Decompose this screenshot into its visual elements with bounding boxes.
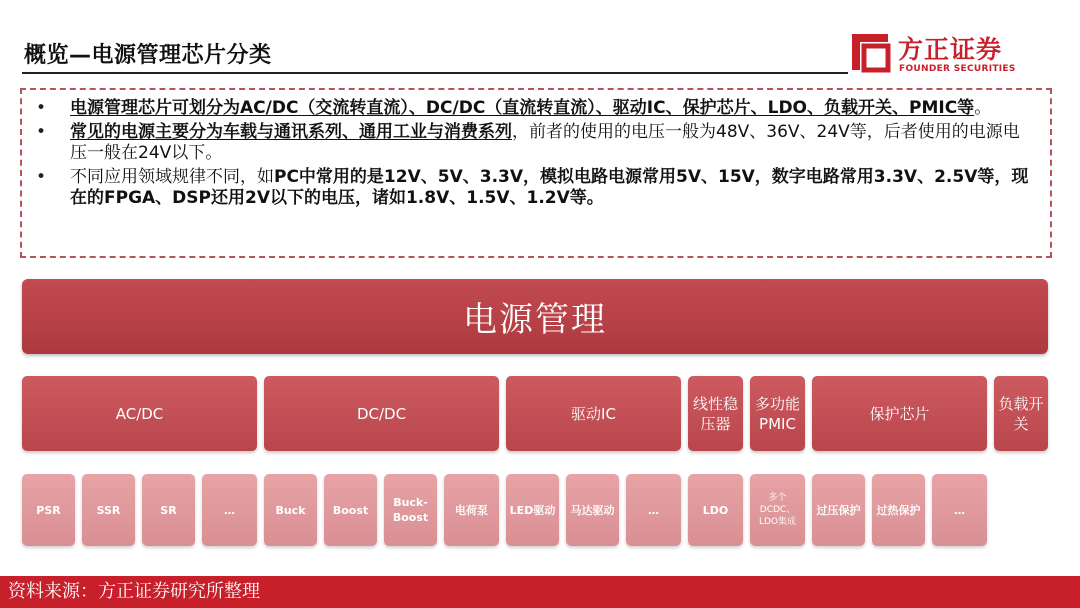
category-linear-regulator: 线性稳压器 bbox=[688, 376, 743, 451]
bullet-emphasis: 常见的电源主要分为车载与通讯系列、通用工业与消费系列 bbox=[70, 122, 512, 142]
leaf-buck-boost: Buck-Boost bbox=[384, 474, 437, 546]
leaf-more: … bbox=[626, 474, 681, 546]
leaf-overvoltage-protection: 过压保护 bbox=[812, 474, 865, 546]
leaf-charge-pump: 电荷泵 bbox=[444, 474, 499, 546]
brand-name-en: FOUNDER SECURITIES bbox=[899, 64, 1016, 74]
summary-bullet bbox=[70, 98, 1036, 119]
leaf-boost: Boost bbox=[324, 474, 377, 546]
leaf-sr: SR bbox=[142, 474, 195, 546]
leaf-psr: PSR bbox=[22, 474, 75, 546]
leaf-more: … bbox=[932, 474, 987, 546]
leaf-motor-driver: 马达驱动 bbox=[566, 474, 619, 546]
category-ac-dc: AC/DC bbox=[22, 376, 257, 451]
brand-logo bbox=[848, 28, 1048, 78]
bullet-text: 不同应用领域规律不同，如 bbox=[70, 167, 274, 187]
title-underline bbox=[22, 72, 848, 74]
leaf-overheat-protection: 过热保护 bbox=[872, 474, 925, 546]
summary-bullet bbox=[70, 167, 1036, 209]
category-multifunction-pmic: 多功能PMIC bbox=[750, 376, 805, 451]
leaf-more: … bbox=[202, 474, 257, 546]
brand-name-cn: 方正证券 bbox=[898, 35, 1003, 64]
source-footer: 资料来源：方正证券研究所整理 bbox=[0, 576, 1080, 608]
bullet-text: 。 bbox=[974, 98, 992, 118]
leaf-ssr: SSR bbox=[82, 474, 135, 546]
leaf-ldo: LDO bbox=[688, 474, 743, 546]
category-driver-ic: 驱动IC bbox=[506, 376, 681, 451]
category-protection-chip: 保护芯片 bbox=[812, 376, 987, 451]
bullet-text: ，前者的使用的电压一般为48V、36V、24V等，后者使用的电源电压一般在24V以下。 bbox=[70, 122, 1020, 163]
category-load-switch: 负载开关 bbox=[994, 376, 1048, 451]
leaf-led-driver: LED驱动 bbox=[506, 474, 559, 546]
leaf-multi-dcdc-ldo: 多个DCDC、LDO集成 bbox=[750, 474, 805, 546]
summary-box bbox=[20, 88, 1052, 258]
root-node-power-management: 电源管理 bbox=[22, 279, 1048, 354]
summary-list bbox=[22, 90, 1050, 209]
bullet-emphasis: PC中常用的是12V、5V、3.3V，模拟电路电源常用5V、15V，数字电路常用3.3V、2.5V等，现在的FPGA、DSP还用2V以下的电压，诸如1.8V、1.5V、1.2V等。 bbox=[70, 167, 1029, 208]
bullet-emphasis: 电源管理芯片可划分为AC/DC（交流转直流）、DC/DC（直流转直流）、驱动IC、保护芯片、LDO、负载开关、PMIC等 bbox=[70, 98, 975, 118]
page-title: 概览—电源管理芯片分类 bbox=[24, 43, 272, 68]
founder-logo-icon bbox=[848, 30, 892, 74]
summary-bullet bbox=[70, 122, 1036, 164]
category-dc-dc: DC/DC bbox=[264, 376, 499, 451]
leaf-buck: Buck bbox=[264, 474, 317, 546]
